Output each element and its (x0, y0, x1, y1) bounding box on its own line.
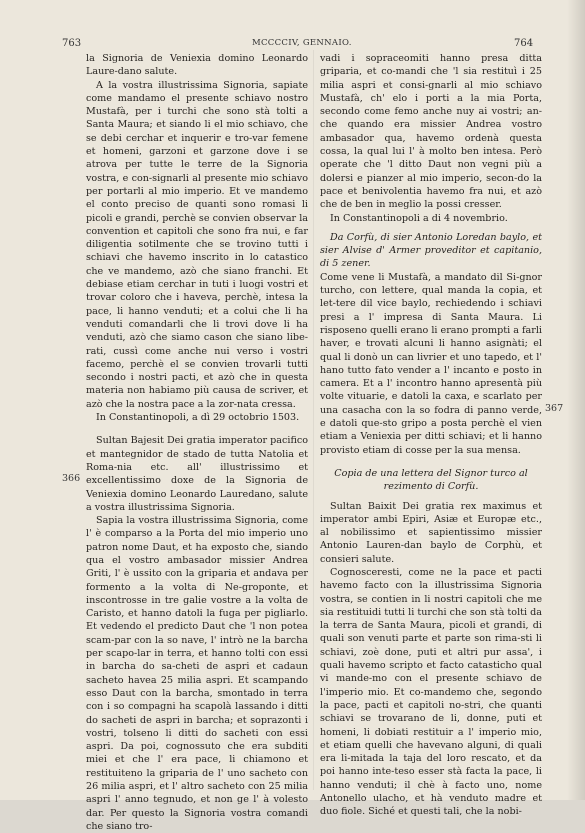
page-edge-shadow (567, 0, 585, 800)
paragraph: Come vene li Mustafà, a mandato dil Si-gnor turcho, con lettere, qual manda la copia, et let-tere dil vice baylo, rechiedendo i schiavi presi a l' impresa di Santa Maura. Li risposeno quelli erano li erano prompti a farli haver, e trovati alcuni li hanno asignàti; el qual li donò un can livrier et uno tapedo, et l' hano tutto fato vender a l' incanto e posto in camera. Et a l' incontro hanno apresentà più volte vituarie, e datoli la caxa, e scarlato per una casacha con la so fodra di panno verde, e datoli que-sto gripo a posta perchè el vien etiam a Veniexia per ditti schiavi; et li hanno provisto etiam di cosse per la sua mensa. (320, 271, 542, 456)
running-title: MCCCCIV, GENNAIO. (252, 38, 352, 48)
section-heading: Da Corfù, di sier Antonio Loredan baylo, et sier Alvise d' Armer proveditor et capitanio, di 5 zener. (320, 231, 542, 270)
margin-number-right: 367 (545, 403, 564, 414)
paragraph: la Signoria de Veniexia domino Leonardo Laure-dano salute. (86, 53, 308, 78)
date-line: In Constantinopoli a di 4 novembrio. (330, 212, 508, 224)
paragraph: Cognosceresti, come ne la pace et pacti havemo facto con la illustrissima Signoria vostra, se contien in li nostri capitoli che me sia restituidi tutti li turchi che son stà tolti da la terra de Santa Maura, picoli et grandi, di quali son venuti parte et parte son rima-sti li schiavi, zoè done, puti et altri pur assa', i quali havemo scripto et facto catasticho qual vi mande-mo con el presente schiavo de l'imperio mio. Et co-mandemo che, segondo la pace, pacti et capitoli no-stri, che quanti schiavi se trovarano de li, donne, puti et homeni, li dobiati restituir a l' imperio mio, et etiam quelli che havevano alguni, di quali era li-mitada la taja del loro rescato, et da poi hanno inte-teso esser stà facta la pace, li hanno venduti; il chè à facto uno, nome Antonello ulacho, et hà venduto madre et duo fiole. Siché et questi tali, che la nobi- (320, 566, 542, 818)
column-gutter (313, 50, 314, 790)
right-column (320, 52, 542, 819)
paragraph: A la vostra illustrissima Signoria, sapiate come mandamo el presente schiavo nostro Mustafà, per i turchi che sono stà tolti a Santa Maura; et siando li el mio schiavo, che se debi cerchar et inquerir e tro-var femene et homeni, garzoni et garzone dove i se atrova per tutte le terre de la Signoria vostra, e con-signarli al presente mio schiavo per portarli al mio imperio. Et ve mandemo el conto preciso de quanti sono romasi li picoli e grandi, perchè se convien observar la convention et capitoli che sono fra nui, e far diligentia sotilmente che se trovino tutti i schiavi che havemo inscrito in lo catastico che ve mandemo, azò che siano franchi. Et debiase etiam cerchar in tuti i luogi vostri et trovar coloro che i haveva, perchè, intesa la pace, li hanno venduti; et a colui che li ha venduti comandarli che li trovi dove li ha venduti, azò che siamo cason che siano libe-rati, cussì come anche nui verso i vostri facemo, perchè el se convien trovarli tutti secondo i nostri pacti, et azò che in questa materia non habiamo più causa de scriver, et azò che la nostra pace a la zor-nata cressa. (86, 79, 308, 410)
left-column (86, 52, 308, 833)
paragraph: Sapia la vostra illustrissima Signoria, come l' è comparso a la Porta del mio imperio uno patron nome Daut, et ha exposto che, siando qua el vostro ambasador missier Andrea Griti, l' è ussito con la griparia et andava per formento a la volta di Ne-groponte, et inscontrosse in tre galie vostre a la volta de Caristo, et hanno datoli la fuga per pigliarlo. Et vedendo el predicto Daut che 'l non potea scam-par con la so nave, l' intrò ne la barcha per scapo-lar in terra, et hanno tolti con essi in barcha do sa-cheti de aspri et cadaun sacheto havea 25 milia aspri. Et scampando esso Daut con la barcha, smontado in terra con i so compagni ha scapolà lassando i ditti do sacheti de aspri in barcha; et soprazonti i vostri, tolseno li ditti do sacheti con essi aspri. Da poi, cognossuto che era subditi miei et che l' era pace, li chiamono et restituiteno la griparia de l' uno sacheto con 26 milia aspri, et l' altro sacheto con 25 milia aspri l' anno tegnudo, et non ge l' à volesto dar. Per questo la Signoria vostra comandi che siano tro- (86, 515, 308, 832)
margin-number-left: 366 (62, 473, 81, 484)
paragraph: vadi i sopraceomiti hanno presa ditta griparia, et co-mandi che 'l sia restituì i 25 milia aspri et consi-gnarli al mio schiavo Mustafà, ch' elo i porti a la mia Porta, secondo come femo anche nuy ai vostri; an-che quando era missier Andrea vostro ambasador qua, havemo ordenà questa cossa, la qual lui l' à molto ben intesa. Però operate che 'l ditto Daut non vegni più a dolersi e pianzer al mio imperio, secon-do la pace et benivolentia havemo fra nui, et azò che de ben in meglio la possi cresser. (320, 53, 542, 211)
letter-salutation: Sultan Bajesit Dei gratia imperator pacifico et mantegnidor de stado de tutta Natolia et Roma-nia etc. all' illustrissimo et excellentissimo doxe de la Signoria de Veniexia domino Leonardo Lauredano, salute a vostra illustrissima Signoria. (86, 435, 308, 513)
section-heading: Copia de una lettera del Signor turco al rezimento di Corfù. (334, 467, 528, 493)
page-number-right: 764 (514, 38, 534, 49)
letter-salutation: Sultan Baixit Dei gratia rex maximus et imperator ambi Epiri, Asiæ et Europæ etc., al nobilissimo et sapientissimo missier Antonio Lauren-dan baylo de Corphù, et consieri salute. (320, 500, 542, 565)
page-number-left: 763 (62, 38, 82, 49)
date-line: In Constantinopoli, a dì 29 octobrio 1503. (96, 412, 300, 424)
